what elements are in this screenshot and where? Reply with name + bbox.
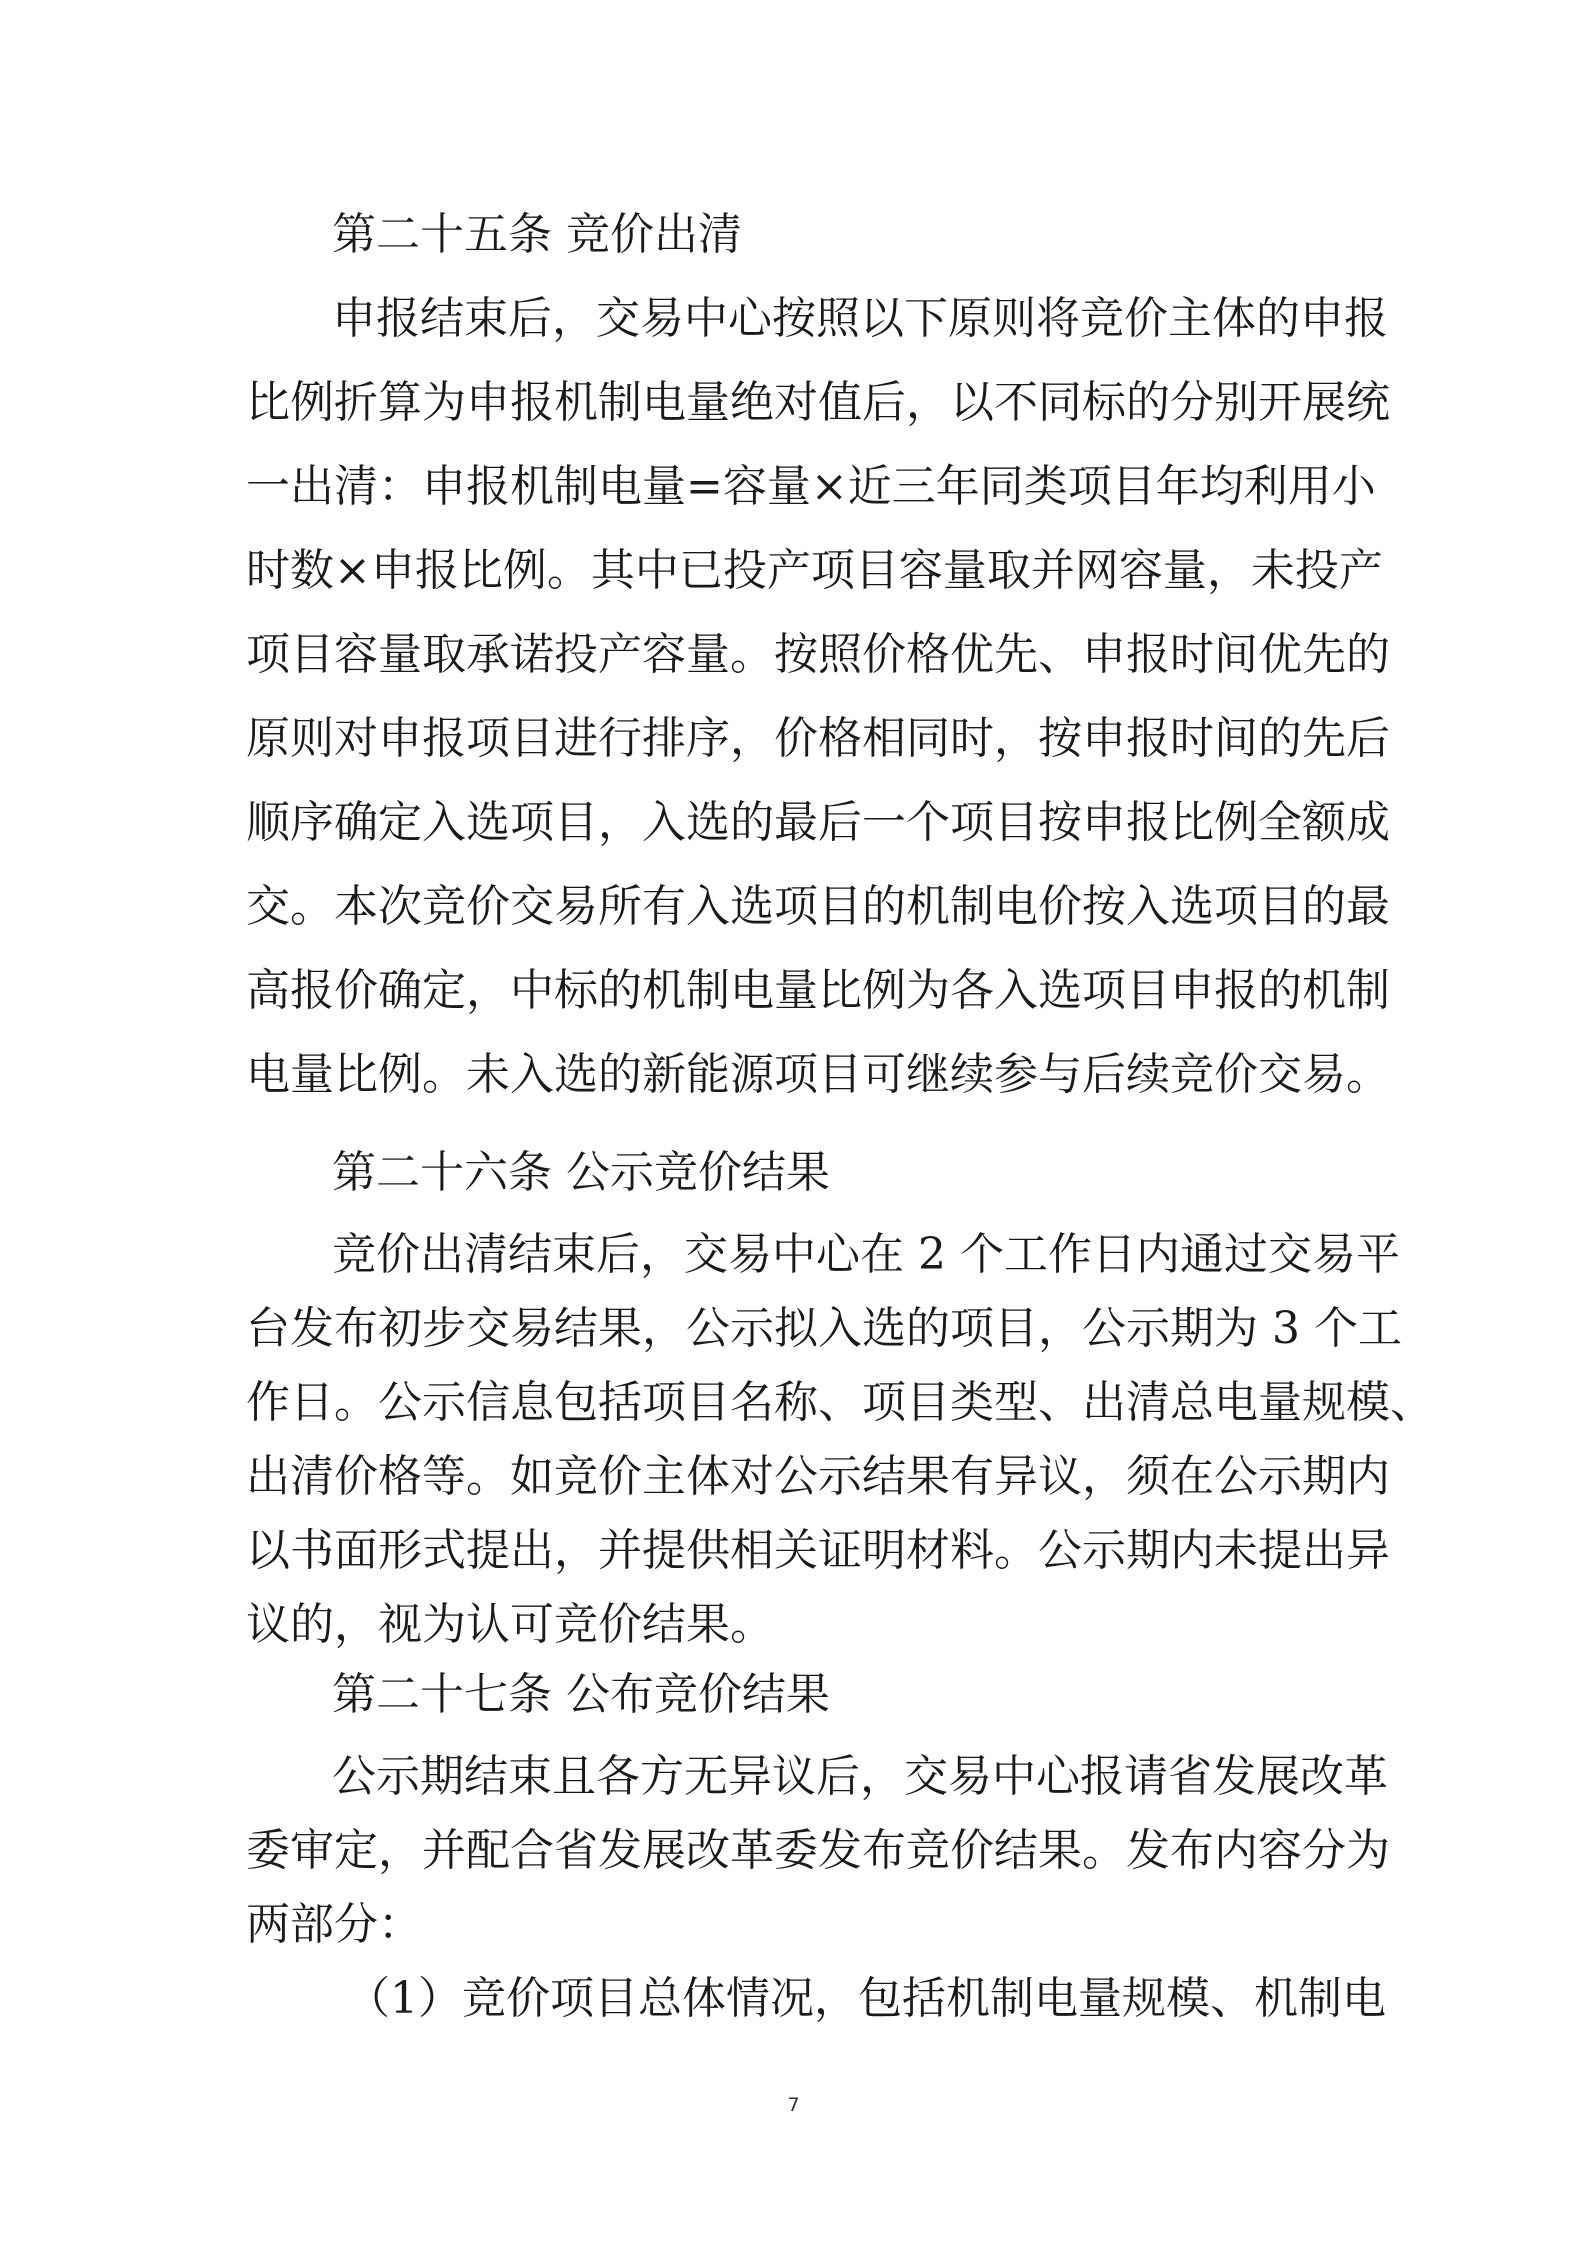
paragraph-line: 原则对申报项目进行排序，价格相同时，按申报时间的先后 xyxy=(246,713,1390,764)
paragraph-line: 以书面形式提出，并提供相关证明材料。公示期内未提出异 xyxy=(246,1525,1390,1576)
paragraph-line: 交。本次竞价交易所有入选项目的机制电价按入选项目的最 xyxy=(246,881,1390,932)
paragraph-line: 时数×申报比例。其中已投产项目容量取并网容量，未投产 xyxy=(246,545,1383,596)
page-number: 7 xyxy=(787,2094,800,2116)
paragraph-line: 顺序确定入选项目，入选的最后一个项目按申报比例全额成 xyxy=(246,797,1390,848)
paragraph-line: 台发布初步交易结果，公示拟入选的项目，公示期为 3 个工 xyxy=(246,1303,1402,1354)
paragraph-line: 作日。公示信息包括项目名称、项目类型、出清总电量规模、 xyxy=(246,1377,1434,1428)
article-26-heading: 第二十六条 公示竞价结果 xyxy=(332,1147,830,1198)
paragraph-line: 申报结束后，交易中心按照以下原则将竞价主体的申报 xyxy=(332,293,1388,344)
paragraph-line: 电量比例。未入选的新能源项目可继续参与后续竞价交易。 xyxy=(246,1049,1390,1100)
article-25-heading: 第二十五条 竞价出清 xyxy=(332,209,742,260)
article-27-heading: 第二十七条 公布竞价结果 xyxy=(332,1669,830,1720)
paragraph-line: 一出清：申报机制电量=容量×近三年同类项目年均利用小 xyxy=(246,461,1376,512)
paragraph-line: 出清价格等。如竞价主体对公示结果有异议，须在公示期内 xyxy=(246,1451,1390,1502)
paragraph-line: 竞价出清结束后，交易中心在 2 个工作日内通过交易平 xyxy=(332,1229,1400,1280)
paragraph-line: 议的，视为认可竞价结果。 xyxy=(246,1599,774,1650)
paragraph-line: 委审定，并配合省发展改革委发布竞价结果。发布内容分为 xyxy=(246,1825,1390,1876)
paragraph-line: 比例折算为申报机制电量绝对值后，以不同标的分别开展统 xyxy=(246,377,1390,428)
list-item-1-line: （1）竞价项目总体情况，包括机制电量规模、机制电 xyxy=(346,1973,1386,2024)
paragraph-line: 高报价确定，中标的机制电量比例为各入选项目申报的机制 xyxy=(246,965,1390,1016)
paragraph-line: 项目容量取承诺投产容量。按照价格优先、申报时间优先的 xyxy=(246,629,1390,680)
paragraph-line: 公示期结束且各方无异议后，交易中心报请省发展改革 xyxy=(332,1751,1388,1802)
paragraph-line: 两部分： xyxy=(246,1899,422,1950)
